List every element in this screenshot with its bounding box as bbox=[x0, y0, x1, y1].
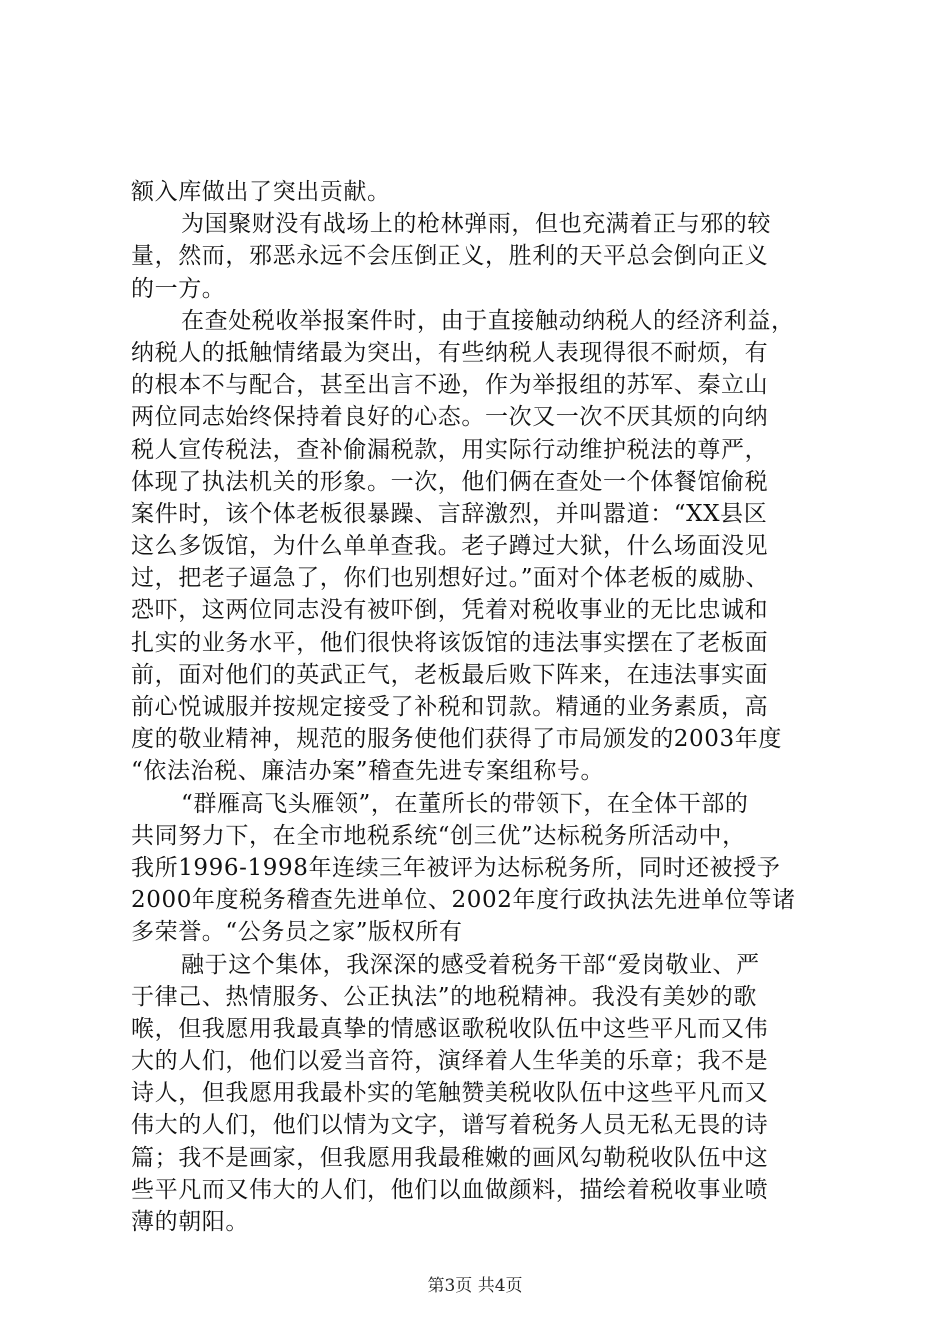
text-line: 税人宣传税法，查补偷漏税款，用实际行动维护税法的尊严， bbox=[131, 436, 769, 463]
text-line: 前心悦诚服并按规定接受了补税和罚款。精通的业务素质，高 bbox=[131, 694, 769, 720]
text-line: 薄的朝阳。 bbox=[131, 1209, 249, 1235]
body-text bbox=[131, 176, 831, 1238]
text-line: 扎实的业务水平，他们很快将该饭馆的违法事实摆在了老板面 bbox=[131, 629, 769, 656]
page-footer: 第3页 共4页 bbox=[427, 1276, 523, 1296]
text-line: 共同努力下，在全市地税系统“创三优”达标税务所活动中， bbox=[131, 822, 746, 849]
text-line: 诗人，但我愿用我最朴实的笔触赞美税收队伍中这些平凡而又 bbox=[131, 1080, 769, 1107]
text-line: 前，面对他们的英武正气，老板最后败下阵来，在违法事实面 bbox=[131, 661, 769, 688]
text-line: 融于这个集体，我深深的感受着税务干部“爱岗敬业、严 bbox=[181, 951, 760, 978]
text-line: 两位同志始终保持着良好的心态。一次又一次不厌其烦的向纳 bbox=[131, 404, 769, 431]
text-line: “群雁高飞头雁领”，在董所长的带领下，在全体干部的 bbox=[181, 790, 749, 817]
text-line: 2000年度税务稽查先进单位、2002年度行政执法先进单位等诸 bbox=[131, 887, 796, 914]
text-line: 为国聚财没有战场上的枪林弹雨，但也充满着正与邪的较 bbox=[181, 211, 771, 238]
text-line: 我所1996-1998年连续三年被评为达标税务所，同时还被授予 bbox=[131, 854, 781, 881]
text-line: 量，然而，邪恶永远不会压倒正义，胜利的天平总会倒向正义 bbox=[131, 243, 769, 270]
text-line: 在查处税收举报案件时，由于直接触动纳税人的经济利益， bbox=[181, 307, 795, 334]
text-line: 伟大的人们，他们以情为文字，谱写着税务人员无私无畏的诗 bbox=[131, 1112, 769, 1139]
text-line: 额入库做出了突出贡献。 bbox=[131, 179, 391, 205]
text-line: 些平凡而又伟大的人们，他们以血做颜料，描绘着税收事业喷 bbox=[131, 1176, 769, 1203]
text-line: 喉，但我愿用我最真挚的情感讴歌税收队伍中这些平凡而又伟 bbox=[131, 1015, 769, 1042]
text-line: 的根本不与配合，甚至出言不逊，作为举报组的苏军、秦立山 bbox=[131, 372, 769, 399]
text-line: “依法治税、廉洁办案”稽查先进专案组称号。 bbox=[131, 758, 605, 785]
text-line: 恐吓，这两位同志没有被吓倒，凭着对税收事业的无比忠诚和 bbox=[131, 597, 769, 624]
text-line: 这么多饭馆，为什么单单查我。老子蹲过大狱，什么场面没见 bbox=[131, 533, 769, 560]
text-line: 案件时，该个体老板很暴躁、言辞激烈，并叫嚣道：“XX县区 bbox=[131, 500, 768, 527]
text-line: 体现了执法机关的形象。一次，他们俩在查处一个体餐馆偷税 bbox=[131, 468, 769, 495]
text-line: 度的敬业精神，规范的服务使他们获得了市局颁发的2003年度 bbox=[131, 726, 782, 753]
text-line: 纳税人的抵触情绪最为突出，有些纳税人表现得很不耐烦，有 bbox=[131, 339, 769, 366]
text-line: 大的人们，他们以爱当音符，演绎着人生华美的乐章；我不是 bbox=[131, 1048, 769, 1075]
text-line: 的一方。 bbox=[131, 275, 226, 302]
text-line: 过，把老子逼急了，你们也别想好过。”面对个体老板的威胁、 bbox=[131, 565, 770, 592]
text-line: 篇；我不是画家，但我愿用我最稚嫩的画风勾勒税收队伍中这 bbox=[131, 1144, 769, 1171]
text-line: 于律己、热情服务、公正执法”的地税精神。我没有美妙的歌 bbox=[131, 983, 757, 1010]
text-line: 多荣誉。“公务员之家”版权所有 bbox=[131, 919, 463, 946]
